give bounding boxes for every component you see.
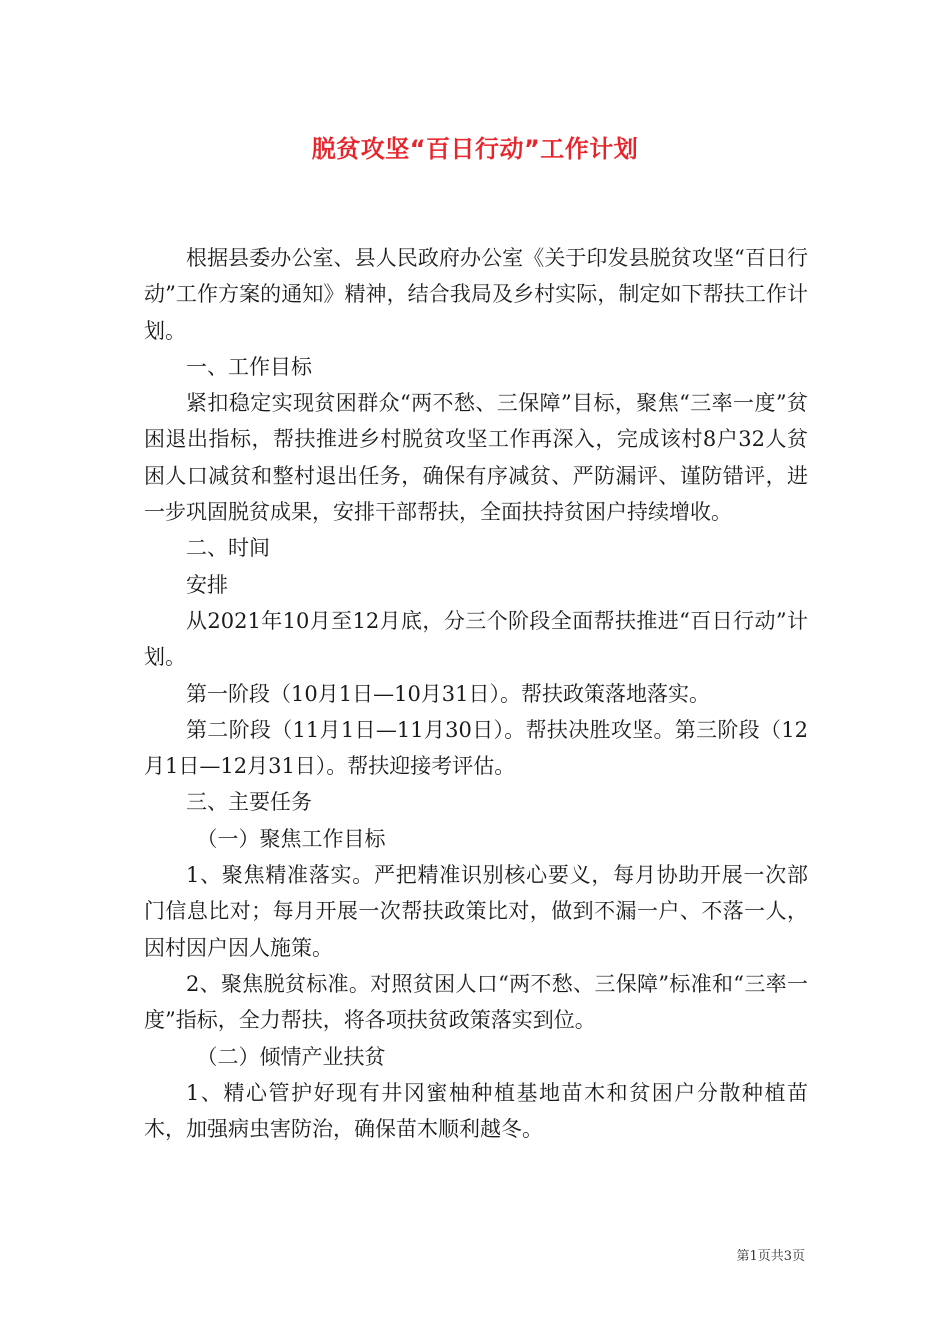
heading-main-tasks: 三、主要任务: [186, 790, 312, 815]
document-title: 脱贫攻坚“百日行动”工作计划: [311, 135, 639, 163]
heading-arrangement: 安排: [186, 572, 228, 597]
paragraph-seedling-care: 1、精心管护好现有井冈蜜柚种植基地苗木和贫困户分散种植苗木，加强病虫害防治，确保苗木顺利越冬。: [144, 1080, 808, 1142]
page-number: 第1页共3页: [736, 1249, 805, 1264]
subheading-focus-goals: （一）聚焦工作目标: [196, 826, 386, 851]
paragraph-phase-one: 第一阶段（10月1日—10月31日）。帮扶政策落地落实。: [186, 681, 711, 706]
paragraph-focus-precision: 1、聚焦精准落实。严把精准识别核心要义，每月协助开展一次部门信息比对；每月开展一次帮扶政策比对，做到不漏一户、不落一人，因村因户因人施策。: [144, 863, 808, 960]
heading-time: 二、时间: [186, 536, 270, 561]
paragraph-intro: 根据县委办公室、县人民政府办公室《关于印发县脱贫攻坚“百日行动”工作方案的通知》精神，结合我局及乡村实际，制定如下帮扶工作计划。: [144, 246, 808, 343]
heading-work-goals: 一、工作目标: [186, 354, 312, 379]
paragraph-phase-two-three: 第二阶段（11月1日—11月30日）。帮扶决胜攻坚。第三阶段（12月1日—12月31日）。帮扶迎接考评估。: [144, 717, 808, 779]
paragraph-work-goals: 紧扣稳定实现贫困群众“两不愁、三保障”目标，聚焦“三率一度”贫困退出指标，帮扶推进乡村脱贫攻坚工作再深入，完成该村8户32人贫困人口减贫和整村退出任务，确保有序减贫、严防漏评、谨防错评，进一步巩固脱贫成果，安排干部帮扶，全面扶持贫困户持续增收。: [144, 391, 808, 525]
paragraph-schedule: 从2021年10月至12月底，分三个阶段全面帮扶推进“百日行动”计划。: [144, 608, 808, 670]
paragraph-focus-standards: 2、聚焦脱贫标准。对照贫困人口“两不愁、三保障”标准和“三率一度”指标，全力帮扶，将各项扶贫政策落实到位。: [144, 971, 808, 1033]
document-body: [144, 240, 808, 1147]
subheading-industry-support: （二）倾情产业扶贫: [196, 1044, 386, 1069]
